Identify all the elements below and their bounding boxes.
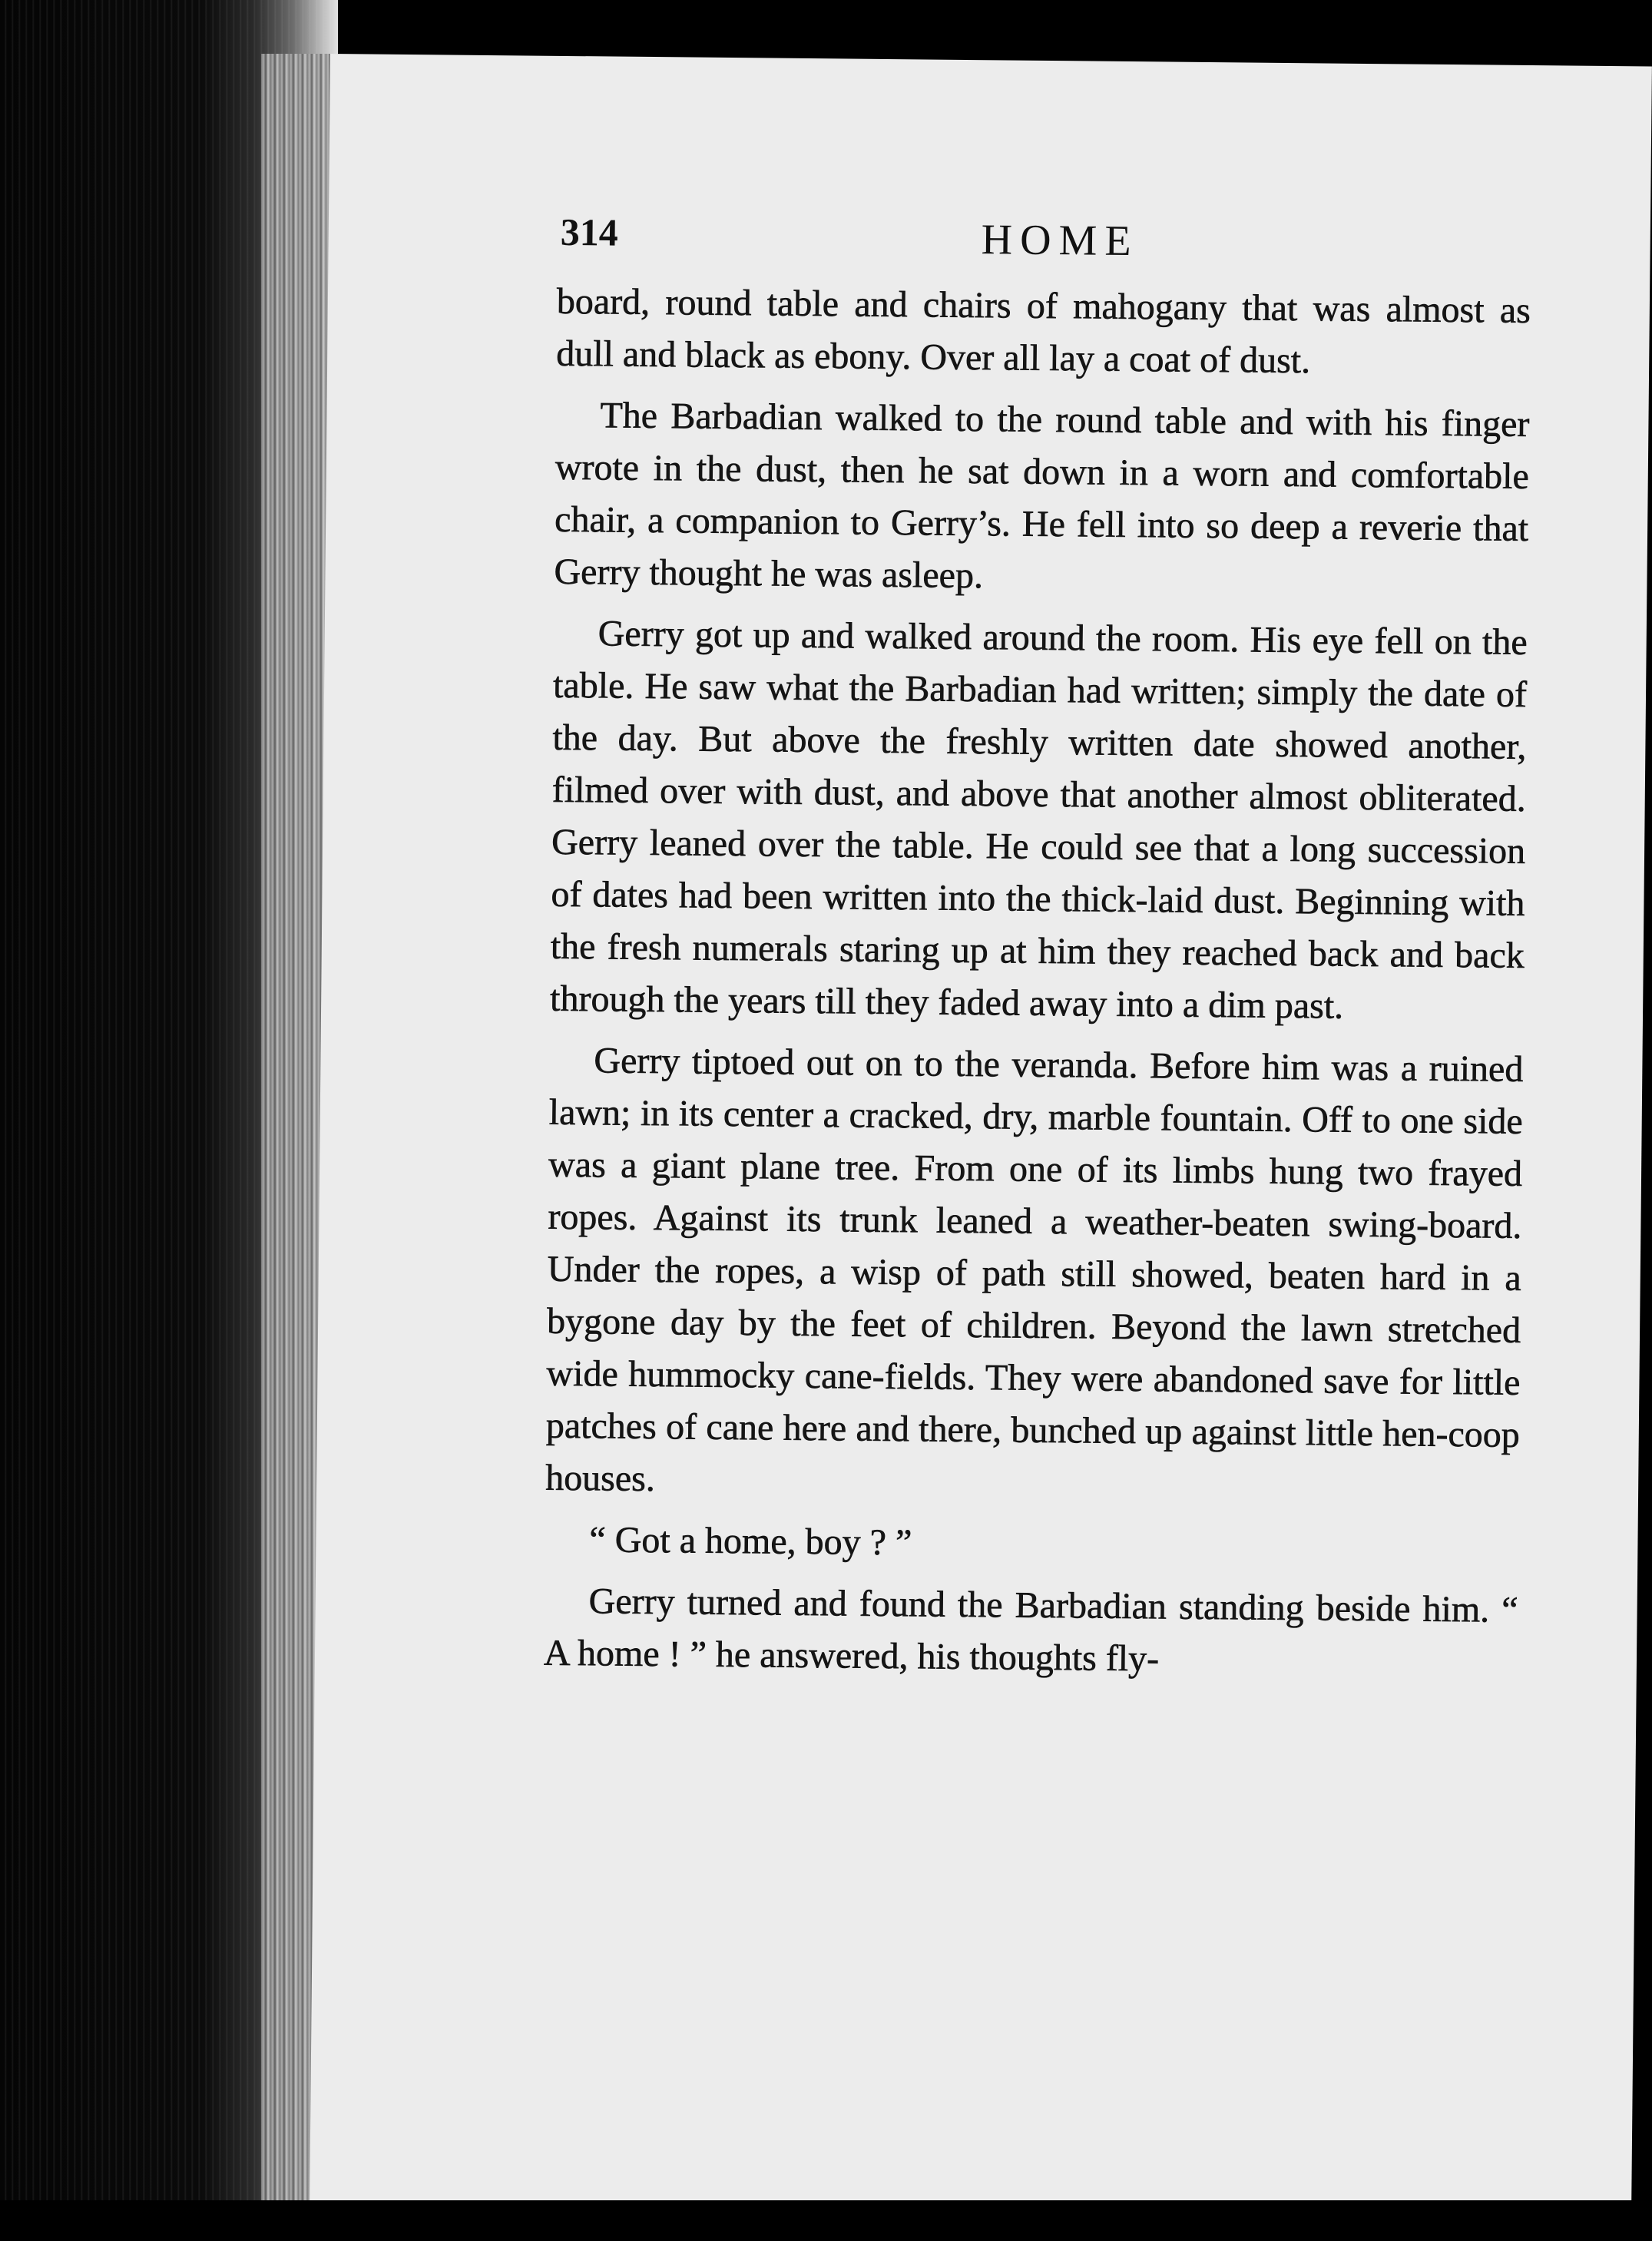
page-number: 314: [560, 210, 619, 254]
paragraph: Gerry turned and found the Barbadian standing beside him. “ A home ! ” he answered, his thoughts fly-: [543, 1581, 1518, 1680]
paragraph: The Barbadian walked to the round table and with his finger wrote in the dust, then he sat down in a worn and comfortable chair, a companion to Gerry’s. He fell into so deep a reverie that Gerry thought he was asleep.: [554, 395, 1530, 597]
paragraph: “ Got a home, boy ? ”: [589, 1519, 912, 1564]
scan-bottom-border: [0, 2200, 1652, 2241]
paragraph: Gerry got up and walked around the room. His eye fell on the table. He saw what the Barbadian had written; simply the date of the day. But above the freshly written date showed another, filmed over with dust, and above that another almost obliterated. Gerry leaned over the table. He could see that a long succession of dates had been written into the thick-laid dust. Beginning with the fresh numerals staring up at him they reached back and back through the years till they faded away into a dim past.: [549, 613, 1528, 1027]
paragraph: board, round table and chairs of mahogany that was almost as dull and black as ebony. Over all lay a coat of dust.: [556, 280, 1531, 382]
body-text: [544, 276, 1531, 1698]
book-page: [310, 54, 1652, 2216]
running-head: HOME: [981, 216, 1139, 266]
paragraph: Gerry tiptoed out on to the veranda. Before him was a ruined lawn; in its center a cracked, dry, marble fountain. Off to one side was a giant plane tree. From one of its limbs hung two frayed ropes. Against its trunk leaned a weather-beaten swing-board. Under the ropes, a wisp of path still showed, beaten hard in a bygone day by the feet of children. Beyond the lawn stretched wide hummocky cane-fields. They were abandoned save for little patches of cane here and there, bunched up against little hen-coop houses.: [545, 1040, 1524, 1500]
